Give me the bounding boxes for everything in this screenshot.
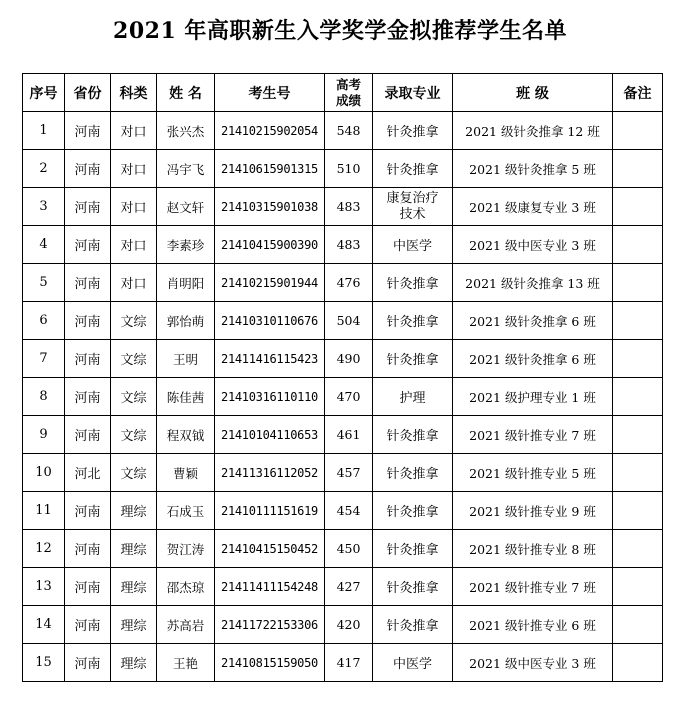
cell-name: 邵杰琼 (157, 568, 215, 606)
cell-major: 中医学 (373, 644, 453, 682)
cell-index: 7 (23, 340, 65, 378)
cell-index: 2 (23, 150, 65, 188)
cell-name: 曹颖 (157, 454, 215, 492)
cell-category: 对口 (111, 112, 157, 150)
cell-index: 1 (23, 112, 65, 150)
cell-score: 470 (325, 378, 373, 416)
cell-class: 2021 级针推专业 6 班 (453, 606, 613, 644)
table-header-row (23, 74, 663, 112)
header-name: 姓 名 (157, 74, 215, 112)
table-row (23, 454, 663, 492)
table-row (23, 340, 663, 378)
cell-exam-no: 21410815159050 (215, 644, 325, 682)
cell-note (613, 530, 663, 568)
page-title: 2021 年高职新生入学奖学金拟推荐学生名单 (113, 18, 567, 44)
cell-note (613, 340, 663, 378)
cell-province: 河南 (65, 226, 111, 264)
cell-note (613, 188, 663, 226)
cell-class: 2021 级针推专业 7 班 (453, 416, 613, 454)
cell-index: 10 (23, 454, 65, 492)
table-row (23, 416, 663, 454)
cell-note (613, 644, 663, 682)
cell-note (613, 416, 663, 454)
cell-score: 548 (325, 112, 373, 150)
cell-major: 针灸推拿 (373, 454, 453, 492)
cell-score: 461 (325, 416, 373, 454)
cell-province: 河南 (65, 606, 111, 644)
header-category: 科类 (111, 74, 157, 112)
cell-major: 护理 (373, 378, 453, 416)
table-row (23, 188, 663, 226)
cell-province: 河南 (65, 302, 111, 340)
cell-class: 2021 级针灸推拿 12 班 (453, 112, 613, 150)
cell-major: 针灸推拿 (373, 112, 453, 150)
cell-score: 417 (325, 644, 373, 682)
table-row (23, 302, 663, 340)
cell-class: 2021 级护理专业 1 班 (453, 378, 613, 416)
cell-category: 理综 (111, 530, 157, 568)
cell-category: 文综 (111, 454, 157, 492)
cell-exam-no: 21411316112052 (215, 454, 325, 492)
cell-province: 河南 (65, 264, 111, 302)
cell-major (373, 188, 453, 226)
cell-score: 427 (325, 568, 373, 606)
cell-category: 理综 (111, 606, 157, 644)
cell-score: 504 (325, 302, 373, 340)
cell-exam-no: 21410111151619 (215, 492, 325, 530)
scholarship-table (22, 73, 663, 682)
cell-category: 文综 (111, 416, 157, 454)
cell-note (613, 226, 663, 264)
cell-name: 石成玉 (157, 492, 215, 530)
cell-exam-no: 21411416115423 (215, 340, 325, 378)
cell-class: 2021 级中医专业 3 班 (453, 644, 613, 682)
header-note: 备注 (613, 74, 663, 112)
cell-class: 2021 级针推专业 5 班 (453, 454, 613, 492)
cell-note (613, 150, 663, 188)
cell-major: 针灸推拿 (373, 492, 453, 530)
cell-province: 河南 (65, 340, 111, 378)
header-major: 录取专业 (373, 74, 453, 112)
cell-name: 王艳 (157, 644, 215, 682)
cell-name: 肖明阳 (157, 264, 215, 302)
table-row (23, 606, 663, 644)
table-row (23, 150, 663, 188)
cell-name: 苏高岩 (157, 606, 215, 644)
cell-category: 理综 (111, 492, 157, 530)
cell-exam-no: 21410215902054 (215, 112, 325, 150)
cell-exam-no: 21410104110653 (215, 416, 325, 454)
header-score-line2: 成绩 (335, 92, 361, 108)
table-row (23, 264, 663, 302)
table-row (23, 112, 663, 150)
cell-category: 理综 (111, 568, 157, 606)
cell-note (613, 378, 663, 416)
cell-exam-no: 21410615901315 (215, 150, 325, 188)
cell-name: 李素珍 (157, 226, 215, 264)
cell-province: 河南 (65, 416, 111, 454)
cell-exam-no: 21410415900390 (215, 226, 325, 264)
cell-note (613, 264, 663, 302)
cell-province: 河北 (65, 454, 111, 492)
cell-exam-no: 21410415150452 (215, 530, 325, 568)
cell-exam-no: 21410315901038 (215, 188, 325, 226)
cell-note (613, 568, 663, 606)
cell-exam-no: 21410215901944 (215, 264, 325, 302)
cell-province: 河南 (65, 150, 111, 188)
cell-exam-no: 21411722153306 (215, 606, 325, 644)
cell-index: 12 (23, 530, 65, 568)
cell-major: 针灸推拿 (373, 302, 453, 340)
cell-name: 陈佳茜 (157, 378, 215, 416)
cell-score: 510 (325, 150, 373, 188)
cell-score: 420 (325, 606, 373, 644)
cell-province: 河南 (65, 530, 111, 568)
header-score (325, 74, 373, 112)
cell-score: 476 (325, 264, 373, 302)
header-province: 省份 (65, 74, 111, 112)
cell-index: 9 (23, 416, 65, 454)
cell-category: 文综 (111, 340, 157, 378)
cell-score: 454 (325, 492, 373, 530)
cell-note (613, 302, 663, 340)
cell-name: 贺江涛 (157, 530, 215, 568)
cell-class: 2021 级针推专业 7 班 (453, 568, 613, 606)
cell-major: 针灸推拿 (373, 150, 453, 188)
table-body (23, 112, 663, 682)
cell-index: 4 (23, 226, 65, 264)
cell-major: 针灸推拿 (373, 530, 453, 568)
cell-exam-no: 21410310110676 (215, 302, 325, 340)
cell-major: 针灸推拿 (373, 416, 453, 454)
cell-index: 5 (23, 264, 65, 302)
cell-note (613, 454, 663, 492)
cell-index: 15 (23, 644, 65, 682)
cell-category: 文综 (111, 302, 157, 340)
cell-score: 490 (325, 340, 373, 378)
cell-name: 王明 (157, 340, 215, 378)
cell-class: 2021 级针灸推拿 6 班 (453, 340, 613, 378)
cell-province: 河南 (65, 112, 111, 150)
cell-note (613, 112, 663, 150)
header-exam-no: 考生号 (215, 74, 325, 112)
cell-major: 针灸推拿 (373, 264, 453, 302)
cell-class: 2021 级针灸推拿 6 班 (453, 302, 613, 340)
cell-class: 2021 级针推专业 8 班 (453, 530, 613, 568)
cell-index: 14 (23, 606, 65, 644)
table-row (23, 644, 663, 682)
cell-name: 程双钺 (157, 416, 215, 454)
cell-exam-no: 21410316110110 (215, 378, 325, 416)
cell-name: 赵文轩 (157, 188, 215, 226)
cell-note (613, 492, 663, 530)
cell-name: 冯宇飞 (157, 150, 215, 188)
header-class: 班 级 (453, 74, 613, 112)
cell-province: 河南 (65, 378, 111, 416)
cell-exam-no: 21411411154248 (215, 568, 325, 606)
cell-score: 450 (325, 530, 373, 568)
cell-category: 对口 (111, 264, 157, 302)
cell-major-line2: 技术 (399, 206, 426, 222)
cell-index: 11 (23, 492, 65, 530)
cell-province: 河南 (65, 568, 111, 606)
cell-province: 河南 (65, 492, 111, 530)
cell-name: 张兴杰 (157, 112, 215, 150)
cell-province: 河南 (65, 644, 111, 682)
table-row (23, 226, 663, 264)
cell-index: 6 (23, 302, 65, 340)
cell-major-line1: 康复治疗 (386, 190, 439, 206)
cell-class: 2021 级针推专业 9 班 (453, 492, 613, 530)
cell-category: 对口 (111, 150, 157, 188)
cell-class: 2021 级中医专业 3 班 (453, 226, 613, 264)
cell-major: 针灸推拿 (373, 606, 453, 644)
cell-province: 河南 (65, 188, 111, 226)
cell-class: 2021 级针灸推拿 5 班 (453, 150, 613, 188)
cell-index: 8 (23, 378, 65, 416)
table-row (23, 568, 663, 606)
cell-category: 文综 (111, 378, 157, 416)
table-row (23, 530, 663, 568)
cell-score: 457 (325, 454, 373, 492)
cell-category: 对口 (111, 188, 157, 226)
cell-class: 2021 级针灸推拿 13 班 (453, 264, 613, 302)
cell-score: 483 (325, 226, 373, 264)
cell-category: 理综 (111, 644, 157, 682)
cell-name: 郭怡萌 (157, 302, 215, 340)
cell-major: 针灸推拿 (373, 340, 453, 378)
header-score-line1: 高考 (335, 76, 361, 92)
cell-index: 13 (23, 568, 65, 606)
cell-index: 3 (23, 188, 65, 226)
cell-score: 483 (325, 188, 373, 226)
cell-note (613, 606, 663, 644)
cell-class: 2021 级康复专业 3 班 (453, 188, 613, 226)
table-row (23, 492, 663, 530)
cell-major: 中医学 (373, 226, 453, 264)
header-index: 序号 (23, 74, 65, 112)
cell-category: 对口 (111, 226, 157, 264)
cell-major: 针灸推拿 (373, 568, 453, 606)
table-row (23, 378, 663, 416)
